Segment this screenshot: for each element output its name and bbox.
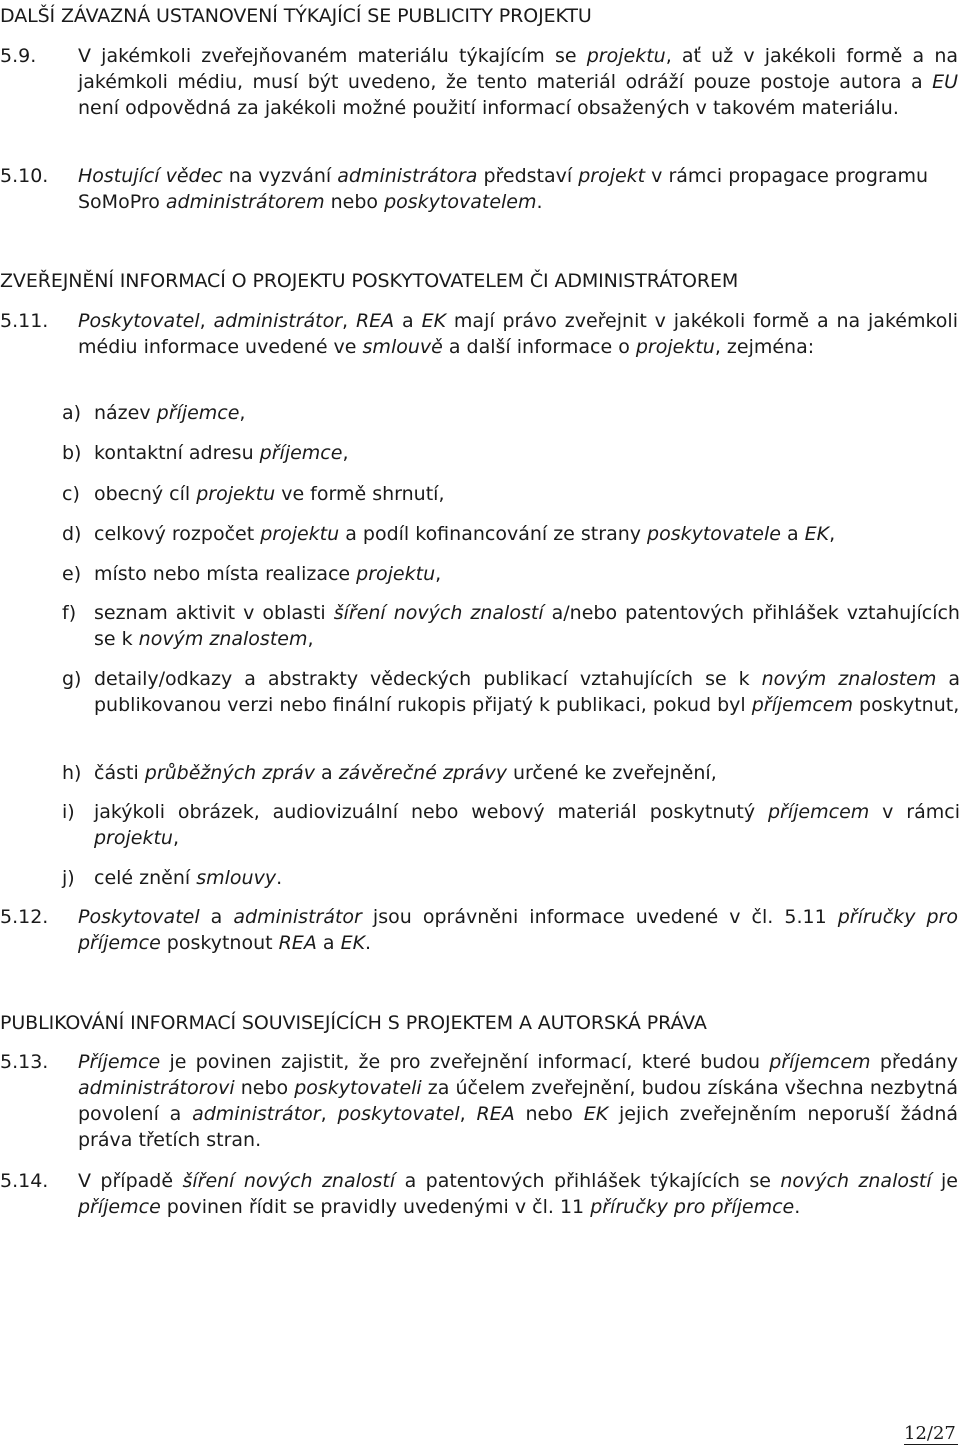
- paragraph-text: V jakémkoli zveřejňovaném materiálu týkajícím se projektu, ať už v jakékoli formě a na jakémkoli médiu, musí být uvedeno, že tento materiál odráží pouze postoje autora a EU není odpovědná za jakékoli možné použití informací obsažených v takovém materiálu.: [78, 45, 958, 119]
- paragraph-5-10: [0, 163, 960, 215]
- paragraph-number: 5.14.: [0, 1170, 49, 1192]
- paragraph-text: V případě šíření nových znalostí a patentových přihlášek týkajících se nových znalostí je příjemce povinen řídit se pravidly uvedenými v čl. 11 příručky pro příjemce.: [78, 1170, 959, 1218]
- list-item-c: c) obecný cíl projektu ve formě shrnutí,: [62, 483, 445, 505]
- paragraph-5-9: [0, 43, 960, 121]
- list-item-a: a) název příjemce,: [62, 402, 246, 424]
- list-item-b: b) kontaktní adresu příjemce,: [62, 442, 349, 464]
- list-item-g: g) detaily/odkazy a abstrakty vědeckých publikací vztahujících se k novým znalostem a publikovanou verzi nebo finální rukopis přijatý k publikaci, pokud byl příjemcem poskytnut,: [62, 668, 960, 716]
- section-heading-copyright: PUBLIKOVÁNÍ INFORMACÍ SOUVISEJÍCÍCH S PROJEKTEM A AUTORSKÁ PRÁVA: [0, 1012, 707, 1034]
- paragraph-5-11: [0, 308, 960, 360]
- paragraph-text: Příjemce je povinen zajistit, že pro zveřejnění informací, které budou příjemcem předány administrátorovi nebo poskytovateli za účelem zveřejnění, budou získána všechna nezbytná povolení a administrátor, poskytovatel, REA nebo EK jejich zveřejněním neporuší žádná práva třetích stran.: [78, 1051, 958, 1151]
- paragraph-text: Poskytovatel a administrátor jsou oprávněni informace uvedené v čl. 5.11 příručky pro příjemce poskytnout REA a EK.: [78, 906, 958, 954]
- paragraph-number: 5.12.: [0, 906, 49, 928]
- list-item-j: j) celé znění smlouvy.: [62, 867, 283, 889]
- list-item-i: i) jakýkoli obrázek, audiovizuální nebo webový materiál poskytnutý příjemcem v rámci projektu,: [62, 801, 960, 849]
- list-item-h: h) části průběžných zpráv a závěrečné zprávy určené ke zveřejnění,: [62, 762, 717, 784]
- list-item-f: f) seznam aktivit v oblasti šíření nových znalostí a/nebo patentových přihlášek vztahujících se k novým znalostem,: [62, 602, 960, 650]
- paragraph-5-12: [0, 904, 960, 956]
- page-number: 12/27: [904, 1423, 956, 1444]
- page-number-underline: [904, 1444, 958, 1445]
- paragraph-text: Poskytovatel, administrátor, REA a EK mají právo zveřejnit v jakékoli formě a na jakémkoli médiu informace uvedené ve smlouvě a další informace o projektu, zejména:: [78, 310, 958, 358]
- paragraph-number: 5.10.: [0, 165, 49, 187]
- section-heading-publicity: DALŠÍ ZÁVAZNÁ USTANOVENÍ TÝKAJÍCÍ SE PUBLICITY PROJEKTU: [0, 5, 592, 27]
- paragraph-5-14: [0, 1168, 960, 1220]
- paragraph-number: 5.13.: [0, 1051, 49, 1073]
- paragraph-text: Hostující vědec na vyzvání administrátora představí projekt v rámci propagace programu SoMoPro administrátorem nebo poskytovatelem.: [78, 165, 928, 213]
- paragraph-5-13: [0, 1049, 960, 1153]
- section-heading-publication: ZVEŘEJNĚNÍ INFORMACÍ O PROJEKTU POSKYTOVATELEM ČI ADMINISTRÁTOREM: [0, 270, 739, 292]
- list-item-e: e) místo nebo místa realizace projektu,: [62, 563, 442, 585]
- paragraph-number: 5.9.: [0, 45, 37, 67]
- list-item-d: d) celkový rozpočet projektu a podíl kofinancování ze strany poskytovatele a EK,: [62, 523, 836, 545]
- paragraph-number: 5.11.: [0, 310, 49, 332]
